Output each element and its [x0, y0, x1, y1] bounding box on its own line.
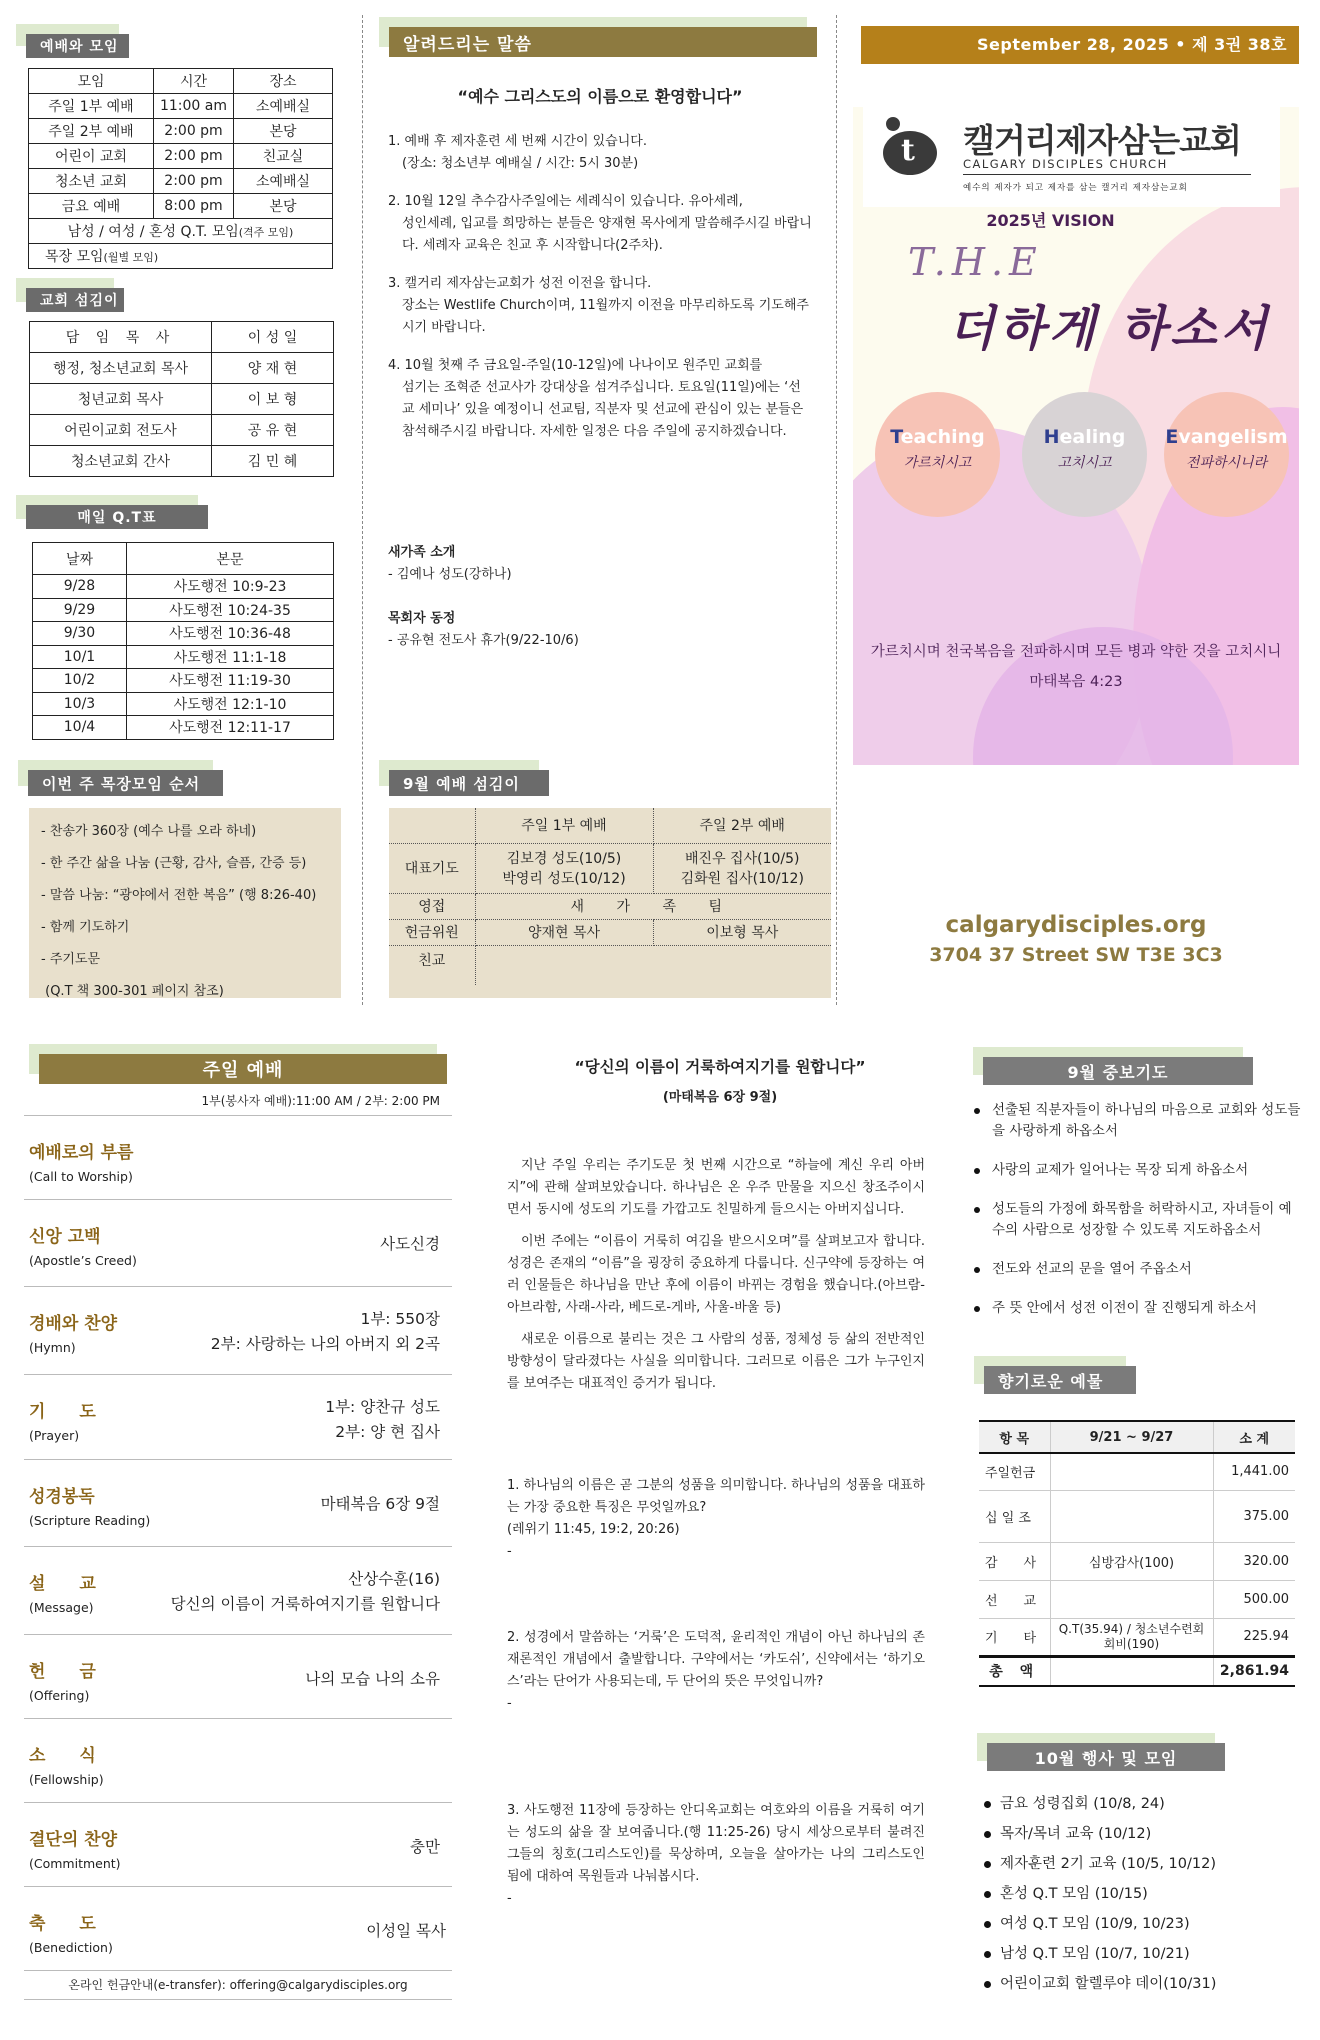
table-header-row: 모임 시간 장소 [29, 69, 333, 94]
list-item: 전도와 선교의 문을 열어 주옵소서 [972, 1259, 1302, 1280]
list-item: - 함께 기도하기 [41, 920, 130, 935]
table-row: 십 일 조 375.00 [979, 1490, 1295, 1542]
table-row: 주일헌금 1,441.00 [979, 1453, 1295, 1490]
new-family-section [388, 542, 579, 652]
list-item: 남성 Q.T 모임 (10/7, 10/21) [978, 1939, 1298, 1969]
pastor-news-item: - 공유현 전도사 휴가(9/22-10/6) [388, 633, 579, 648]
cover-image [853, 107, 1299, 765]
worship-order-fellowship: 소 식 (Fellowship) [24, 1718, 452, 1802]
table-row: 대표기도 김보경 성도(10/5) 박영리 성도(10/12) 배진우 집사(10/5) 김화원 집사(10/12) [389, 843, 831, 893]
table-row: 친교 [389, 945, 831, 985]
mokjang-order-list [41, 820, 329, 999]
church-logo-icon: t [883, 117, 947, 181]
worship-order-benediction: 축 도 (Benediction) 이성일 목사 [24, 1886, 452, 1970]
october-events-list [978, 1789, 1298, 1999]
announcement-item: 4. 10월 첫째 주 금요일-주일(10-12일)에 나나이모 원주민 교회를 섬기는 조혁준 선교사가 강대상을 섬겨주십니다. 토요일(11일)에는 ‘선교 세미나’ 있을 예정이니 선교팀, 직분자 및 선교에 관심이 있는 분들은 참석해주시길 바랍니다. 자세한 일정은 다음 주일에 공지하겠습니다. [388, 358, 804, 439]
church-address: 3704 37 Street SW T3E 3C3 [929, 944, 1223, 966]
worship-meetings-table [28, 68, 333, 269]
announcement-list [388, 131, 813, 459]
table-row: 9/29 사도행전 10:24-35 [33, 598, 334, 622]
list-item: - 말씀 나눔: “광야에서 전한 복음” (행 8:26-40) [41, 888, 317, 903]
fold-divider-left [362, 15, 363, 1005]
circle-healing: Healing 고치시고 [1022, 392, 1147, 517]
the-heading: T.H.E [908, 240, 1043, 284]
table-row: 목장 모임(월별 모임) [29, 244, 333, 269]
table-row: 청소년교회 간사 김 민 혜 [30, 446, 334, 477]
table-row: 어린이교회 전도사 공 유 현 [30, 415, 334, 446]
church-tagline: 예수의 제자가 되고 제자를 삼는 캘거리 제자삼는교회 [963, 183, 1188, 193]
sermon-reference: (마태복음 6장 9절) [662, 1090, 778, 1105]
table-row: 청년교회 목사 이 보 형 [30, 384, 334, 415]
total-row: 총 액 2,861.94 [979, 1656, 1295, 1686]
table-row: 영접 새 가 족 팀 [389, 893, 831, 919]
list-item: (Q.T 책 300-301 페이지 참조) [41, 984, 224, 999]
table-row: 담 임 목 사 이 성 일 [30, 322, 334, 353]
offerings-table [979, 1420, 1295, 1687]
table-header-row: 날짜 본문 [33, 543, 334, 575]
table-row: 10/2 사도행전 11:19-30 [33, 669, 334, 693]
table-row: 주일 1부 예배 11:00 am 소예배실 [29, 94, 333, 119]
announcement-item: 1. 예배 후 제자훈련 세 번째 시간이 있습니다. (장소: 청소년부 예배실 / 시간: 5시 30분) [388, 134, 647, 171]
cover-verse-ref: 마태복음 4:23 [1029, 674, 1123, 690]
table-row: 남성 / 여성 / 혼성 Q.T. 모임(격주 모임) [29, 219, 333, 244]
table-row: 주일 2부 예배 2:00 pm 본당 [29, 119, 333, 144]
announcement-item: 2. 10월 12일 추수감사주일에는 세례식이 있습니다. 유아세례, 성인세례, 입교를 희망하는 분들은 양재현 목사에게 말씀해주시길 바랍니다. 세례자 교육은 친교 후 시작합니다(2주차). [388, 194, 812, 253]
worship-order-prayer: 기 도 (Prayer) 1부: 양찬규 성도 2부: 양 현 집사 [24, 1374, 452, 1459]
church-name-ko: 캘거리제자삼는교회 [963, 121, 1241, 160]
pastor-news-title: 목회자 동정 [388, 611, 456, 626]
online-giving: 온라인 헌금안내(e-transfer): offering@calgarydisciples.org [24, 1970, 452, 2000]
list-item: 성도들의 가정에 화목함을 허락하시고, 자녀들이 예수의 사람으로 성장할 수 있도록 지도하옵소서 [972, 1199, 1302, 1241]
list-item: 목자/목녀 교육 (10/12) [978, 1819, 1298, 1849]
table-row: 금요 예배 8:00 pm 본당 [29, 194, 333, 219]
circle-teaching: Teaching 가르치시고 [875, 392, 1000, 517]
date-banner: September 28, 2025 • 제 3권 38호 [861, 26, 1299, 64]
sermon-question-1: 1. 하나님의 이름은 곧 그분의 성품을 의미합니다. 하나님의 성품을 대표하는 가장 중요한 특징은 무엇일까요? (레위기 11:45, 19:2, 20:26) - [507, 1478, 925, 1559]
new-family-title: 새가족 소개 [388, 545, 456, 560]
fold-divider-right [836, 15, 837, 1005]
list-item: 어린이교회 할렐루야 데이(10/31) [978, 1969, 1298, 1999]
list-item: 주 뜻 안에서 성전 이전이 잘 진행되게 하소서 [972, 1298, 1302, 1319]
list-item: - 주기도문 [41, 952, 101, 967]
worship-order-scripture: 성경봉독 (Scripture Reading) 마태복음 6장 9절 [24, 1459, 452, 1546]
list-item: - 한 주간 삶을 나눔 (근황, 감사, 슬픔, 간증 등) [41, 856, 307, 871]
table-header-row: 주일 1부 예배 주일 2부 예배 [389, 808, 831, 843]
table-row: 행정, 청소년교회 목사 양 재 현 [30, 353, 334, 384]
cover-verse: 가르치시며 천국복음을 전파하시며 모든 병과 약한 것을 고치시니 [870, 644, 1282, 660]
sermon-body: 지난 주일 우리는 주기도문 첫 번째 시간으로 “하늘에 계신 우리 아버지”에 관해 살펴보았습니다. 하나님은 온 우주 만물을 지으신 창조주이시면서 동시에 성도의 기도를 가깝고도 친밀하게 들으시는 아버지십니다. 이번 주에는 “이름이 거룩히 여김을 받으시오며”를 살펴보고자 합니다. 성경은 존재의 “이름”을 굉장히 중요하게 다룹니다. 신구약에 등장하는 여러 인물들은 하나님을 만난 후에 이름이 바뀌는 경험을 했습니다.(아브람-아브라함, 사래-사라, 베드로-게바, 사울-바울 등) 새로운 이름으로 불리는 것은 그 사람의 성품, 정체성 등 삶의 전반적인 방향성이 달라졌다는 사실을 의미합니다. 그러므로 이름은 그가 누구인지를 보여주는 대표적인 증거가 됩니다. [507, 1158, 925, 1391]
worship-order-offering: 헌 금 (Offering) 나의 모습 나의 소유 [24, 1634, 452, 1718]
table-row: 9/30 사도행전 10:36-48 [33, 622, 334, 646]
table-row: 9/28 사도행전 10:9-23 [33, 575, 334, 599]
church-name-en: CALGARY DISCIPLES CHURCH [963, 157, 1168, 171]
table-row: 감 사 심방감사(100) 320.00 [979, 1542, 1295, 1580]
worship-order-creed: 신앙 고백 (Apostle’s Creed) 사도신경 [24, 1199, 452, 1286]
slogan: 더하게 하소서 [948, 301, 1271, 357]
servants-table [389, 808, 831, 985]
prayer-list [972, 1100, 1302, 1337]
table-header-row: 항 목 9/21 ~ 9/27 소 계 [979, 1421, 1295, 1453]
table-row: 10/1 사도행전 11:1-18 [33, 645, 334, 669]
list-item: 여성 Q.T 모임 (10/9, 10/23) [978, 1909, 1298, 1939]
list-item: 혼성 Q.T 모임 (10/15) [978, 1879, 1298, 1909]
sermon-question-2: 2. 성경에서 말씀하는 ‘거룩’은 도덕적, 윤리적인 개념이 아닌 하나님의 존재론적인 개념에서 출발합니다. 구약에서는 ‘카도쉬’, 신약에서는 ‘하기오스’라는 단어가 사용되는데, 두 단어의 뜻은 무엇입니까? - [507, 1630, 925, 1711]
sermon-title: “당신의 이름이 거룩하여지기를 원합니다” [574, 1058, 866, 1076]
table-row: 10/4 사도행전 12:11-17 [33, 716, 334, 740]
welcome-heading: “예수 그리스도의 이름으로 환영합니다” [457, 87, 743, 106]
sermon-question-3: 3. 사도행전 11장에 등장하는 안디옥교회는 여호와의 이름을 거룩히 여기는 성도의 삶을 잘 보여줍니다.(행 11:25-26) 당시 세상으로부터 불려진 그들의 칭호(그리스도인)를 묵상하며, 오늘을 살아가는 나의 그리스도인 됨에 대하여 목원들과 나눠봅시다. - [507, 1803, 925, 1906]
table-row: 선 교 500.00 [979, 1580, 1295, 1618]
worship-order-message: 설 교 (Message) 산상수훈(16) 당신의 이름이 거룩하여지기를 원합니다 [24, 1546, 452, 1634]
logo-rule [963, 174, 1251, 175]
list-item: 금요 성령집회 (10/8, 24) [978, 1789, 1298, 1819]
daily-qt-table [32, 542, 334, 740]
worship-order-commitment: 결단의 찬양 (Commitment) 충만 [24, 1802, 452, 1886]
worship-order-hymn: 경배와 찬양 (Hymn) 1부: 550장 2부: 사랑하는 나의 아버지 외 2곡 [24, 1286, 452, 1374]
mokjang-order-box [29, 808, 341, 998]
list-item: 선출된 직분자들이 하나님의 마음으로 교회와 성도들을 사랑하게 하옵소서 [972, 1100, 1302, 1142]
announcement-item: 3. 캘거리 제자삼는교회가 성전 이전을 합니다. 장소는 Westlife Church이며, 11월까지 이전을 마무리하도록 기도해주시기 바랍니다. [388, 276, 809, 335]
circle-evangelism: Evangelism 전파하시니라 [1164, 392, 1289, 517]
servants-box [389, 808, 831, 998]
worship-order-call: 예배로의 부름 (Call to Worship) [24, 1115, 452, 1199]
list-item: 제자훈련 2기 교육 (10/5, 10/12) [978, 1849, 1298, 1879]
new-family-item: - 김예나 성도(강하나) [388, 567, 512, 582]
table-row: 어린이 교회 2:00 pm 친교실 [29, 144, 333, 169]
table-row: 기 타 Q.T(35.94) / 청소년수련회 회비(190) 225.94 [979, 1618, 1295, 1656]
worship-times: 1부(봉사자 예배):11:00 AM / 2부: 2:00 PM [201, 1094, 440, 1108]
list-item: 사랑의 교제가 일어나는 목장 되게 하옵소서 [972, 1160, 1302, 1181]
table-row: 헌금위원 양재현 목사 이보형 목사 [389, 919, 831, 945]
table-row: 청소년 교회 2:00 pm 소예배실 [29, 169, 333, 194]
website-link[interactable]: calgarydisciples.org [945, 912, 1207, 938]
vision-year: 2025년 VISION [986, 211, 1115, 230]
staff-table [29, 321, 334, 477]
table-row: 10/3 사도행전 12:1-10 [33, 692, 334, 716]
list-item: - 찬송가 360장 (예수 나를 오라 하네) [41, 824, 257, 839]
